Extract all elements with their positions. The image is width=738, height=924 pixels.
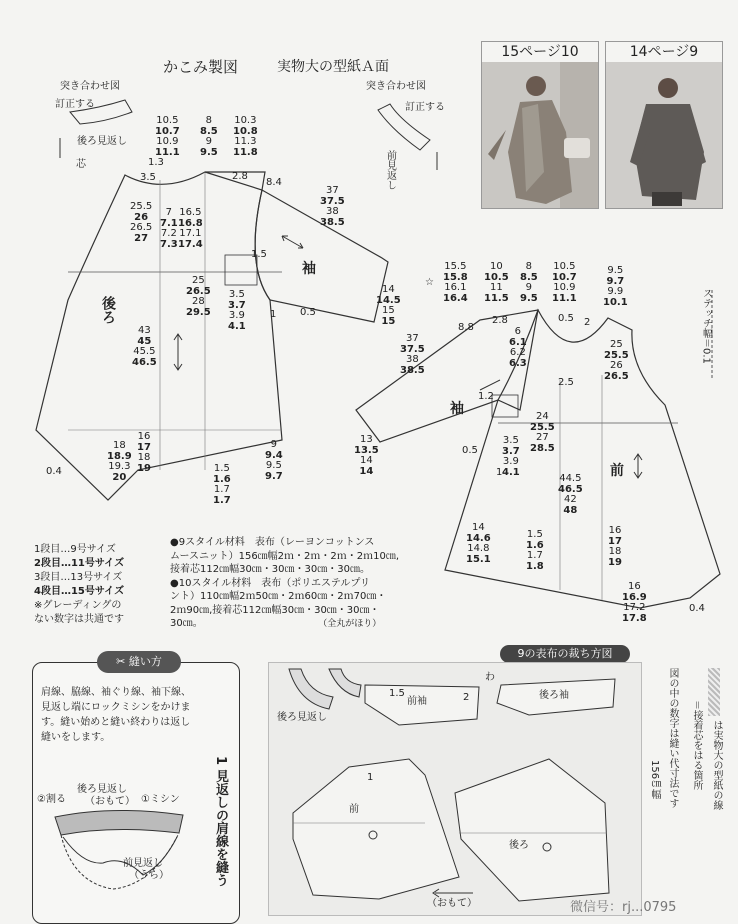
front-v2: 2: [584, 317, 591, 328]
cut-back-sleeve: 後ろ袖: [539, 690, 569, 701]
front-v04: 0.4: [689, 603, 705, 614]
front-under: 24 25.5 27 28.5: [530, 411, 555, 454]
back-label: 後ろ: [100, 296, 116, 324]
back-sleeve-length: 37 37.5 38 38.5: [320, 185, 345, 228]
back-v28: 2.8: [232, 171, 248, 182]
label-ura: （うら）: [129, 870, 169, 881]
photo-caption: 14ページ9: [606, 42, 722, 62]
front-label: 前: [610, 463, 624, 479]
back-sleeve-v15: 1.5: [251, 249, 267, 260]
core-label: 芯: [76, 159, 86, 170]
sewing-instructions-box: ✂ 縫い方 肩線、脇線、袖ぐり線、袖下線、 見返し端にロックミシンをかけま す。縫い始めと縫い終わりは返し 縫いをします。 後ろ見返し （おもて） ②割る ①ミシン 前見返し （うら）: [32, 662, 240, 924]
cutting-title: 9の表布の裁ち方図: [500, 645, 630, 663]
back-inset-fix: 訂正する: [55, 99, 95, 110]
materials-text: ●9スタイル材料 表布（レーヨンコットンス ムースニット）156㎝幅2ｍ・2ｍ・2ｍ・2ｍ10㎝, 接着芯112㎝幅30㎝・30㎝・30㎝・30㎝。 ●10スタイル材料 表布（ポリエステルプリ ント）110㎝幅2ｍ50㎝・2ｍ60㎝・2ｍ70㎝・ 2ｍ90㎝,接着芯112㎝幅30㎝・30㎝・30㎝・ 30㎝。 （全丸がほり）: [170, 537, 400, 629]
front-v6: 6 6.1 6.2 6.3: [509, 326, 527, 369]
front-hem-a: 14 14.6 14.8 15.1: [466, 522, 491, 565]
cut-back-facing: 後ろ見返し: [277, 712, 327, 723]
front-neck-c: 8 8.5 9 9.5: [520, 261, 538, 304]
front-v25: 2.5: [558, 377, 574, 388]
legend-line3: 図の中の数字は縫い代寸法です: [667, 668, 678, 808]
front-v28: 2.8: [492, 315, 508, 326]
cut-front: 前: [349, 804, 359, 815]
label-front-facing: 前見返し: [123, 858, 163, 869]
front-v05: 0.5: [558, 313, 574, 324]
front-hem-d: 16 16.9 17.2 17.8: [622, 581, 647, 624]
back-hem-b: 16 17 18 19: [137, 431, 151, 474]
back-inset-facing: 後ろ見返し: [77, 136, 127, 147]
page-title: かこみ製図: [163, 58, 239, 76]
cut-n15: 1.5: [389, 688, 405, 699]
cut-n1: 1: [367, 772, 374, 783]
back-sleeve-cuff: 14 14.5 15 15: [376, 284, 401, 327]
size-legend: 1段目…9号サイズ 2段目…11号サイズ 3段目…13号サイズ 4段目…15号サイズ ※グレーディングの ない数字は共通です: [34, 544, 125, 625]
back-side: 3.5 3.7 3.9 4.1: [228, 289, 246, 332]
front-sleeve-v05: 0.5: [462, 445, 478, 456]
cutting-layout: [268, 662, 642, 916]
front-v1: 1: [496, 467, 503, 478]
front-neck-d: 10.5 10.7 10.9 11.1: [552, 261, 577, 304]
back-hem-a: 18 18.9 19.3 20: [107, 440, 132, 483]
cut-omote: （おもて）: [427, 898, 477, 909]
back-inset-title: 突き合わせ図: [60, 81, 120, 92]
cut-wa: わ: [485, 672, 495, 683]
front-inset-fix: 訂正する: [405, 102, 445, 113]
label-machine: ①ミシン: [141, 794, 180, 805]
watermark: 微信号：rj...0795: [570, 900, 677, 915]
legend-line1: は実物大の型紙の線: [711, 720, 722, 810]
front-inset-facing: 前見返し: [384, 150, 396, 190]
sewing-machine-icon: ✂: [116, 655, 129, 668]
cut-width-label: 156㎝幅: [649, 760, 660, 800]
back-neck-offset: 1.3: [148, 157, 164, 168]
back-sleeve-cap: 16.5 16.8 17.1 17.4: [178, 207, 203, 250]
front-neck-a: 15.5 15.8 16.1 16.4: [443, 261, 468, 304]
back-armhole: 25.5 26 26.5 27: [130, 201, 153, 244]
cut-front-sleeve: 前袖: [407, 696, 427, 707]
back-armhole-b: 7 7.1 7.2 7.3: [160, 207, 178, 250]
back-sleeve-v05: 0.5: [300, 307, 316, 318]
front-side: 3.5 3.7 3.9 4.1: [502, 435, 520, 478]
back-length: 43 45 45.5 46.5: [132, 325, 157, 368]
label-back-facing: 後ろ見返し: [77, 784, 127, 795]
sewing-step-title: 1 見返しの肩線を縫う: [213, 756, 228, 887]
front-hem-c: 16 17 18 19: [608, 525, 622, 568]
front-v12: 1.2: [478, 391, 494, 402]
front-sleeve-length: 37 37.5 38 38.5: [400, 333, 425, 376]
front-hem-b: 1.5 1.6 1.7 1.8: [526, 529, 544, 572]
back-hem-c: 1.5 1.6 1.7 1.7: [213, 463, 231, 506]
front-stitch: ステッチ幅＝0.1: [700, 288, 712, 364]
back-hem-d: 9 9.4 9.5 9.7: [265, 439, 283, 482]
front-armhole: 25 25.5 26 26.5: [604, 339, 629, 382]
cut-back: 後ろ: [509, 840, 529, 851]
cut-n2: 2: [463, 692, 470, 703]
back-v84: 8.4: [266, 177, 282, 188]
front-sleeve-label: 袖: [450, 401, 464, 417]
label-omote: （おもて）: [85, 796, 135, 807]
back-neck-b: 8 8.5 9 9.5: [200, 115, 218, 158]
front-sleeve-cuff: 13 13.5 14 14: [354, 434, 379, 477]
back-sleeve-label: 袖: [302, 261, 316, 277]
front-length: 44.5 46.5 42 48: [558, 473, 583, 516]
back-v04: 0.4: [46, 466, 62, 477]
page-subtitle: 実物大の型紙Ａ面: [277, 59, 389, 75]
front-star: ☆: [425, 277, 434, 288]
front-v88: 8.8: [458, 322, 474, 333]
back-bodice-outline: [36, 172, 282, 500]
back-v35: 3.5: [140, 172, 156, 183]
back-neck-a: 10.5 10.7 10.9 11.1: [155, 115, 180, 158]
back-under: 25 26.5 28 29.5: [186, 275, 211, 318]
front-inset-title: 突き合わせ図: [366, 81, 426, 92]
label-cut: ②割る: [37, 794, 66, 805]
interfacing-swatch: [708, 668, 720, 716]
front-shoulder: 9.5 9.7 9.9 10.1: [603, 265, 628, 308]
front-neck-b: 10 10.5 11 11.5: [484, 261, 509, 304]
photo-caption: 15ページ10: [482, 42, 598, 62]
sewing-title: ✂ 縫い方: [97, 651, 181, 673]
legend-line2: ＝接着芯をはる箇所: [691, 700, 702, 790]
back-neck-c: 10.3 10.8 11.3 11.8: [233, 115, 258, 158]
cutting-layout-drawing: [269, 663, 641, 915]
back-v1: 1: [270, 309, 277, 320]
